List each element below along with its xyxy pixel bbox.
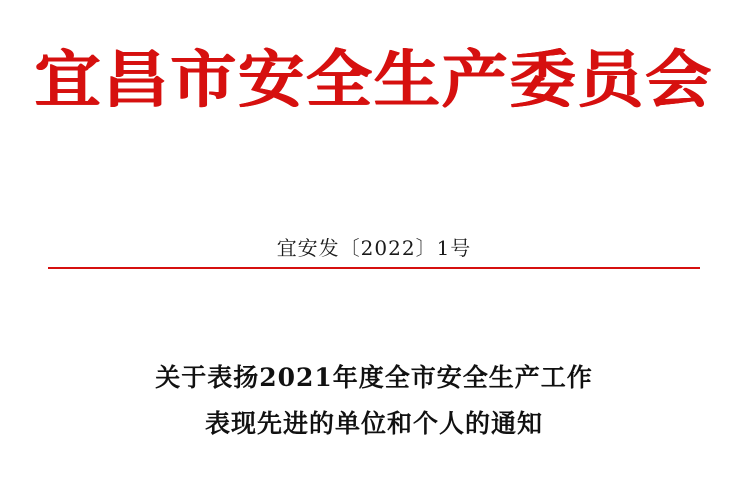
masthead — [0, 44, 748, 115]
document-title — [0, 355, 748, 448]
red-separator-rule — [48, 267, 700, 269]
issuing-authority-title: 宜昌市安全生产委员会 — [34, 43, 714, 116]
document-title-line-2: 表现先进的单位和个人的通知 — [204, 409, 543, 439]
document-title-line-1: 关于表扬2021年度全市安全生产工作 — [155, 363, 593, 392]
document-number: 宜安发〔2022〕1号 — [276, 236, 472, 260]
